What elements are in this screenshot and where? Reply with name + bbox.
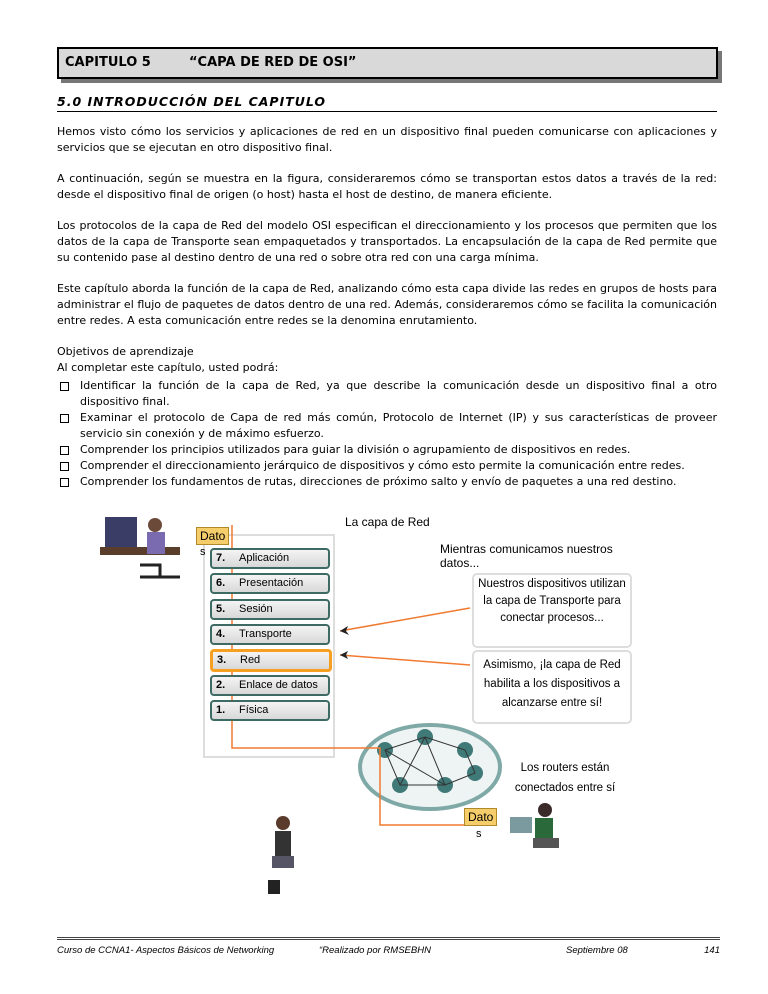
footer-author: “Realizado por RMSEBHN <box>319 945 431 956</box>
checkbox-bullet-icon <box>60 446 69 455</box>
paragraph: Este capítulo aborda la función de la capa de Red, analizando cómo esta capa divide las redes en grupos de hosts para administrar el flujo de paquetes de datos dentro de una red. Además, consideraremos cómo se facilita la comunicación entre redes. A esta comunicación entre redes se la denomina enrutamiento. <box>57 282 717 327</box>
footer-course: Curso de CCNA1- Aspectos Básicos de Networking <box>57 945 275 956</box>
body-text <box>57 124 717 490</box>
paragraph: A continuación, según se muestra en la figura, consideraremos cómo se transportan estos datos a través de la red: desde el dispositivo final de origen (o host) hasta el host de destino, de manera eficiente. <box>57 172 717 201</box>
data-label-suffix: s <box>200 546 206 558</box>
osi-network-layer-figure <box>100 505 630 915</box>
arrow-transport <box>340 608 470 631</box>
arrow-network <box>340 655 470 665</box>
osi-layer-6: 6. Presentación <box>210 573 330 594</box>
osi-layer-5: 5. Sesión <box>210 599 330 620</box>
objectives-title: Objetivos de aprendizaje <box>57 345 194 358</box>
network-cloud-icon <box>360 725 500 809</box>
callout-network: Asimismo, ¡la capa de Red habilita a los dispositivos a alcanzarse entre sí! <box>472 650 632 724</box>
figure-subtitle: Mientras comunicamos nuestros datos... <box>440 542 613 570</box>
osi-layer-3-highlighted: 3. Red <box>210 649 332 672</box>
checkbox-bullet-icon <box>60 462 69 471</box>
section-title: 5.0 INTRODUCCIÓN DEL CAPITULO <box>57 94 327 109</box>
section-divider <box>57 111 717 112</box>
chapter-header <box>57 47 718 79</box>
footer-date: Septiembre 08 <box>566 945 628 956</box>
list-item: Identificar la función de la capa de Red, ya que describe la comunicación desde un dispositivo final a otro dispositivo final. <box>60 378 717 410</box>
objectives-intro: Al completar este capítulo, usted podrá: <box>57 361 279 374</box>
figure-title: La capa de Red <box>345 515 430 529</box>
paragraph: Hemos visto cómo los servicios y aplicaciones de red en un dispositivo final pueden comunicarse con aplicaciones y servicios que se ejecutan en otro dispositivo final. <box>57 125 717 154</box>
chapter-number: CAPITULO 5 <box>65 55 151 70</box>
osi-layer-7: 7. Aplicación <box>210 548 330 569</box>
chapter-title: “CAPA DE RED DE OSI” <box>189 55 357 70</box>
routers-label: Los routers están conectados entre sí <box>514 762 616 794</box>
data-label-suffix: s <box>476 828 482 840</box>
checkbox-bullet-icon <box>60 414 69 423</box>
list-item: Examinar el protocolo de Capa de red más común, Protocolo de Internet (IP) y sus características de proveer servicio sin conexión y de máximo esfuerzo. <box>60 410 717 442</box>
data-label-destination: Dato <box>464 808 497 826</box>
objectives-list <box>60 378 717 490</box>
list-item: Comprender los fundamentos de rutas, direcciones de próximo salto y envío de paquetes a una red destino. <box>60 474 717 490</box>
man-laptop-icon <box>510 803 559 848</box>
checkbox-bullet-icon <box>60 478 69 487</box>
list-item: Comprender el direccionamiento jerárquico de dispositivos y cómo esto permite la comunicación entre redes. <box>60 458 717 474</box>
osi-layer-2: 2. Enlace de datos <box>210 675 330 696</box>
paragraph: Los protocolos de la capa de Red del modelo OSI especifican el direccionamiento y los procesos que permiten que los datos de la capa de Transporte sean empaquetados y transportados. La encapsulación de la capa de Red permite que su contenido pase al destino dentro de una red o sobre otra red con una carga mínima. <box>57 219 717 264</box>
page-number: 141 <box>704 945 720 956</box>
osi-layer-1: 1. Física <box>210 700 330 721</box>
computer-user-icon <box>100 517 180 577</box>
callout-transport: Nuestros dispositivos utilizan la capa de Transporte para conectar procesos... <box>472 573 632 648</box>
woman-standing-icon <box>268 816 294 894</box>
list-item: Comprender los principios utilizados para guiar la división o agrupamiento de dispositivos en redes. <box>60 442 717 458</box>
data-label: Dato <box>196 527 229 545</box>
osi-layer-4: 4. Transporte <box>210 624 330 645</box>
checkbox-bullet-icon <box>60 382 69 391</box>
page-footer <box>57 937 720 956</box>
